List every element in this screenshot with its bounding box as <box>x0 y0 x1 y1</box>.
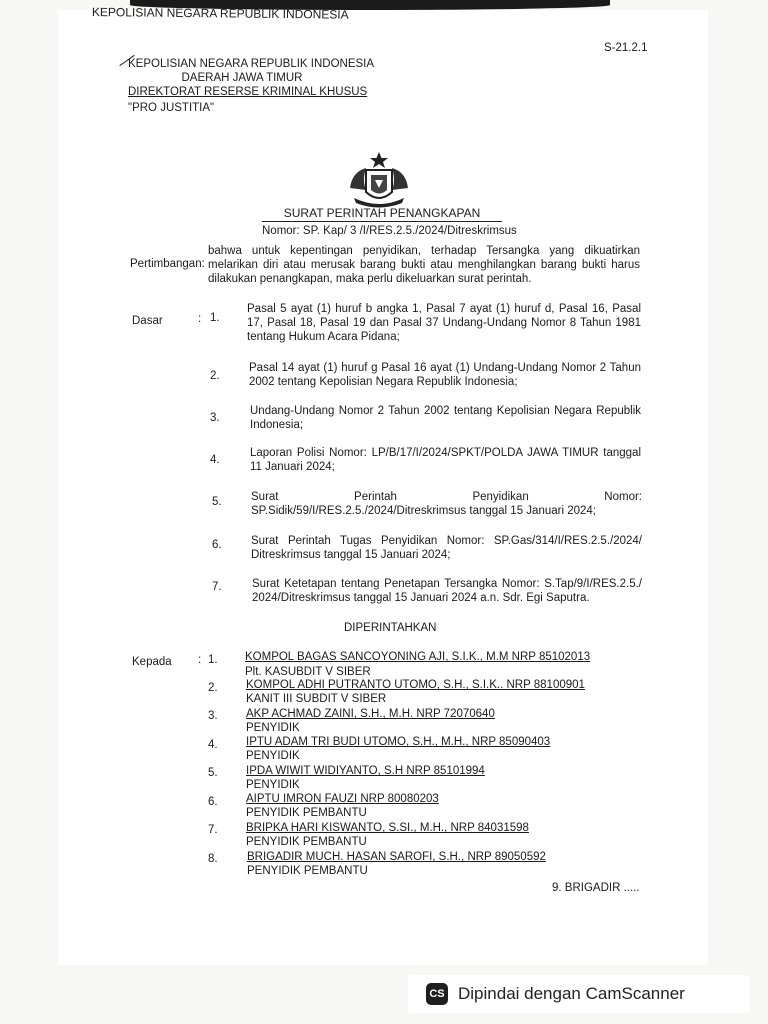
institution-line-2: DAERAH JAWA TIMUR <box>181 72 303 84</box>
kepada-item-name: IPTU ADAM TRI BUDI UTOMO, S.H., M.H., NRP 85090403 <box>246 736 551 748</box>
kepada-item-role: PENYIDIK PEMBANTU <box>246 807 367 819</box>
kepada-item-name: BRIGADIR MUCH. HASAN SAROFI, S.H., NRP 89050592 <box>247 851 546 863</box>
document-number: Nomor: SP. Kap/ 3 /I/RES.2.5./2024/Ditreskrimsus <box>262 225 517 237</box>
kepada-item-role: PENYIDIK <box>246 779 300 791</box>
dasar-label: Dasar <box>132 315 163 327</box>
kepada-item-role: PENYIDIK <box>246 750 300 762</box>
dasar-item-text: Laporan Polisi Nomor: LP/B/17/I/2024/SPKT/POLDA JAWA TIMUR tanggal 11 Januari 2024; <box>250 447 641 473</box>
kepada-item-name: IPDA WIWIT WIDIYANTO, S.H NRP 85101994 <box>246 765 485 777</box>
kepada-colon: : <box>198 654 202 666</box>
kepada-item-role: PENYIDIK PEMBANTU <box>246 836 367 848</box>
kepada-item-name: AIPTU IMRON FAUZI NRP 80080203 <box>246 793 439 805</box>
dasar-item-text: Surat Perintah Tugas Penyidikan Nomor: SP.Gas/314/I/RES.2.5./2024/ Ditreskrimsus tanggal 15 Januari 2024; <box>251 535 642 561</box>
pro-justitia: "PRO JUSTITIA" <box>128 102 215 114</box>
dasar-item-number: 5. <box>212 496 222 508</box>
institution-line-3: DIREKTORAT RESERSE KRIMINAL KHUSUS <box>128 86 368 98</box>
camscanner-label: Dipindai dengan CamScanner <box>458 984 685 1003</box>
kepada-item-number: 6. <box>208 796 218 808</box>
dasar-item-text: Pasal 5 ayat (1) huruf b angka 1, Pasal 7 ayat (1) huruf d, Pasal 16, Pasal 17, Pasal 18, Pasal 19 dan Pasal 37 Undang-Undang Nomor 8 Tahun 1981 tentang Hukum Acara Pidana; <box>247 303 641 343</box>
camscanner-badge <box>408 975 750 1013</box>
form-code: S-21.2.1 <box>604 42 648 54</box>
dasar-item-number: 7. <box>212 581 222 593</box>
institution-line-1: KEPOLISIAN NEGARA REPUBLIK INDONESIA <box>128 58 375 70</box>
dasar-item-text: Undang-Undang Nomor 2 Tahun 2002 tentang Kepolisian Negara Republik Indonesia; <box>250 405 641 431</box>
kepada-item-name: KOMPOL ADHI PUTRANTO UTOMO, S.H., S.I.K.. NRP 88100901 <box>246 679 585 691</box>
dasar-item-text: Surat Perintah Penyidikan Nomor: SP.Sidik/59/I/RES.2.5./2024/Ditreskrimsus tanggal 15 Januari 2024; <box>251 491 642 517</box>
kepada-item-number: 5. <box>208 767 218 779</box>
header-top-line: KEPOLISIAN NEGARA REPUBLIK INDONESIA <box>91 5 349 22</box>
kepada-item-number: 2. <box>208 682 218 694</box>
dasar-item-number: 1. <box>210 312 220 324</box>
kepada-item-name: KOMPOL BAGAS SANCOYONING AJI, S.I.K., M.M NRP 85102013 <box>245 651 591 663</box>
kepada-item-name: BRIPKA HARI KISWANTO, S.SI., M.H., NRP 84031598 <box>246 822 529 834</box>
kepada-item-role: Plt. KASUBDIT V SIBER <box>245 666 371 678</box>
dasar-item-text: Surat Ketetapan tentang Penetapan Tersangka Nomor: S.Tap/9/I/RES.2.5./ 2024/Ditreskrimsus tanggal 15 Januari 2024 a.n. Sdr. Egi Saputra. <box>252 578 642 604</box>
kepada-item-name: AKP ACHMAD ZAINI, S.H., M.H. NRP 72070640 <box>246 708 495 720</box>
dasar-colon: : <box>198 313 202 325</box>
police-emblem-icon <box>344 150 414 212</box>
dasar-item-number: 4. <box>210 454 220 466</box>
kepada-item-number: 8. <box>208 853 218 865</box>
dasar-item-number: 6. <box>212 539 222 551</box>
dasar-item-number: 3. <box>210 412 220 424</box>
kepada-item-number: 4. <box>208 739 218 751</box>
dasar-item-text: Pasal 14 ayat (1) huruf g Pasal 16 ayat (1) Undang-Undang Nomor 2 Tahun 2002 tentang Kepolisian Negara Republik Indonesia; <box>249 362 641 388</box>
title-underline <box>262 221 502 222</box>
kepada-item-role: PENYIDIK PEMBANTU <box>247 865 368 877</box>
document-title: SURAT PERINTAH PENANGKAPAN <box>283 206 481 220</box>
kepada-item-role: PENYIDIK <box>246 722 300 734</box>
kepada-item-number: 3. <box>208 710 218 722</box>
camscanner-icon: CS <box>426 983 448 1005</box>
pertimbangan-text: bahwa untuk kepentingan penyidikan, terhadap Tersangka yang dikuatirkan melarikan diri atau merusak barang bukti atau menghilangkan barang bukti harus dilakukan penangkapan, maka perlu dikeluarkan surat perintah. <box>208 245 640 285</box>
diperintahkan-heading: DIPERINTAHKAN <box>344 622 437 634</box>
kepada-item-number: 7. <box>208 824 218 836</box>
kepada-label: Kepada <box>132 656 172 668</box>
dasar-item-number: 2. <box>210 370 220 382</box>
pertimbangan-label: Pertimbangan: <box>130 258 205 270</box>
kepada-item-role: KANIT III SUBDIT V SIBER <box>246 693 387 705</box>
continuation-marker: 9. BRIGADIR ..... <box>552 882 640 894</box>
kepada-item-number: 1. <box>208 654 218 666</box>
